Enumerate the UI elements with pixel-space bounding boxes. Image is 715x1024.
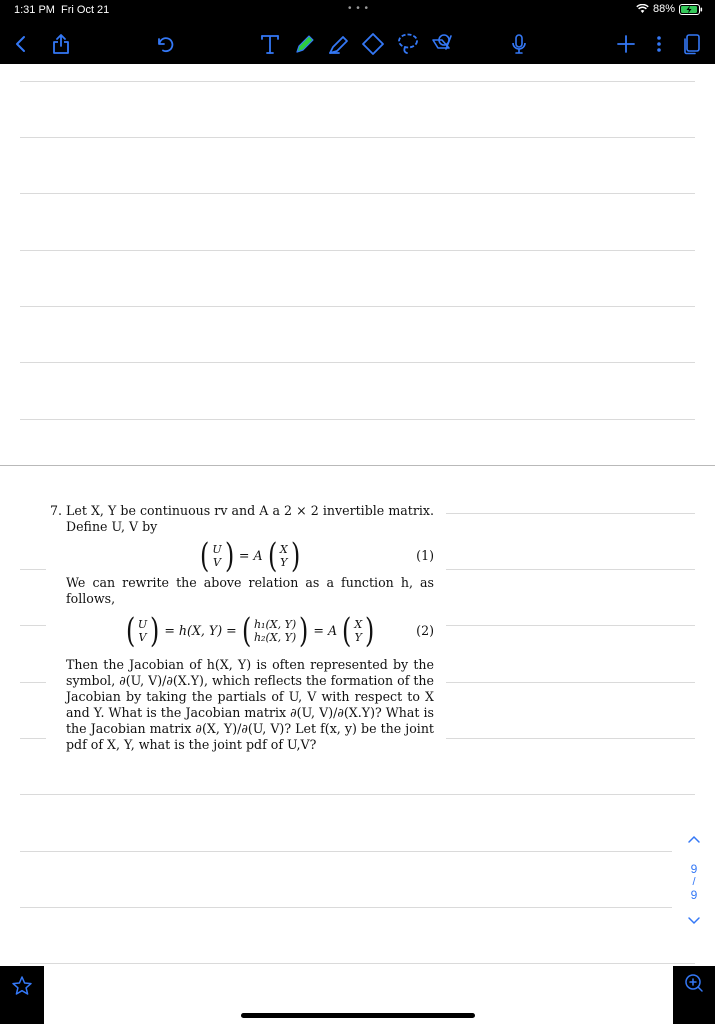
ruled-line <box>20 419 695 420</box>
current-page: 9 <box>690 862 698 876</box>
ruled-line <box>20 193 695 194</box>
battery-percent: 88% <box>652 3 675 15</box>
right-paren-icon: ) <box>299 611 309 651</box>
text-tool-icon <box>259 33 281 55</box>
share-icon <box>52 33 70 55</box>
eq2-tag: (2) <box>416 623 434 638</box>
battery-charging-icon <box>679 4 703 15</box>
eq2-h-top: h₁(X, Y) <box>253 618 297 631</box>
back-icon <box>14 34 28 54</box>
wifi-icon <box>636 4 649 14</box>
star-icon[interactable] <box>11 975 33 997</box>
right-paren-icon: ) <box>150 611 160 651</box>
bookmark-panel <box>0 966 44 1024</box>
add-page-button[interactable] <box>613 31 639 57</box>
ruled-line <box>446 738 695 739</box>
eq1-rhs-bottom: Y <box>280 556 288 569</box>
problem-7 <box>50 503 434 753</box>
ruled-line <box>446 625 695 626</box>
problem-rewrite: We can rewrite the above relation as a function h, as follows, <box>66 575 434 606</box>
shapes-button[interactable] <box>429 31 455 57</box>
total-pages: 9 <box>690 888 698 902</box>
highlighter-icon <box>327 32 351 56</box>
shapes-icon <box>430 32 454 56</box>
zoom-in-icon[interactable] <box>684 973 704 993</box>
status-bar <box>0 0 715 22</box>
eq1-lhs-top: U <box>212 543 222 556</box>
ruled-line <box>446 569 695 570</box>
ruled-line <box>20 851 672 852</box>
right-paren-icon: ) <box>365 611 375 651</box>
left-paren-icon: ( <box>241 611 251 651</box>
ruled-line <box>20 963 695 964</box>
ruled-line <box>20 81 695 82</box>
equation-2 <box>66 607 434 655</box>
ruled-line <box>20 306 695 307</box>
problem-number: 7. <box>50 503 63 518</box>
multitasking-dots-icon[interactable]: • • • <box>348 3 370 14</box>
ruled-line <box>20 137 695 138</box>
ruled-line <box>20 569 46 570</box>
eq1-lhs-bottom: V <box>213 556 221 569</box>
left-paren-icon: ( <box>342 611 352 651</box>
eq1-rhs-top: X <box>279 543 288 556</box>
microphone-icon <box>510 32 528 56</box>
equation-1 <box>66 535 434 577</box>
microphone-button[interactable] <box>506 31 532 57</box>
ruled-line <box>20 362 695 363</box>
left-paren-icon: ( <box>200 536 210 576</box>
lasso-button[interactable] <box>395 31 421 57</box>
problem-intro: Let X, Y be continuous rv and A a 2 × 2 invertible matrix. Define U, V by <box>66 503 434 534</box>
add-icon <box>616 34 636 54</box>
undo-icon <box>155 34 175 54</box>
ruled-line <box>20 907 672 908</box>
eq2-mid1: = h(X, Y) = <box>164 623 237 638</box>
page-up-icon[interactable] <box>687 834 701 844</box>
eq1-tag: (1) <box>416 548 434 563</box>
status-date: Fri Oct 21 <box>61 4 110 16</box>
highlighter-button[interactable] <box>326 31 352 57</box>
ruled-line <box>446 513 695 514</box>
page-divider <box>0 465 715 466</box>
eq2-mid2: = A <box>313 623 338 638</box>
page-down-icon[interactable] <box>687 916 701 926</box>
lasso-icon <box>396 32 420 56</box>
ruled-line <box>20 625 46 626</box>
more-icon <box>655 34 663 54</box>
problem-closing: Then the Jacobian of h(X, Y) is often represented by the symbol, ∂(U, V)/∂(X.Y), which reflects the formation of the Jacobian by taking the partials of U, V with respect to X and Y. What is the Jacobian matrix ∂(U, V)/∂(X.Y)? What is the Jacobian matrix ∂(X, Y)/∂(U, V)? Let f(x, y) be the joint pdf of X, Y, what is the joint pdf of U,V? <box>66 657 434 752</box>
back-button[interactable] <box>8 31 34 57</box>
more-button[interactable] <box>646 31 672 57</box>
status-time: 1:31 PM <box>14 4 55 16</box>
eq2-lhs-bottom: V <box>138 631 147 644</box>
share-button[interactable] <box>48 31 74 57</box>
pen-icon <box>293 32 317 56</box>
undo-button[interactable] <box>152 31 178 57</box>
pages-icon <box>682 33 702 55</box>
ruled-line <box>446 682 695 683</box>
page-navigator <box>683 834 705 926</box>
eq2-rhs-top: X <box>354 618 363 631</box>
text-tool-button[interactable] <box>257 31 283 57</box>
pages-button[interactable] <box>679 31 705 57</box>
left-paren-icon: ( <box>267 536 277 576</box>
ruled-line <box>20 682 46 683</box>
ruled-line <box>20 250 695 251</box>
eq2-h-bottom: h₂(X, Y) <box>253 631 297 644</box>
pen-button[interactable] <box>292 31 318 57</box>
home-indicator[interactable] <box>241 1013 475 1018</box>
eq1-mid: = A <box>238 548 263 563</box>
page-separator: / <box>692 876 696 888</box>
left-paren-icon: ( <box>125 611 135 651</box>
toolbar <box>0 22 715 64</box>
eraser-button[interactable] <box>360 31 386 57</box>
eraser-icon <box>361 32 385 56</box>
ruled-line <box>20 794 695 795</box>
ruled-line <box>20 738 46 739</box>
zoom-panel <box>673 966 715 1024</box>
right-paren-icon: ) <box>290 536 300 576</box>
eq2-rhs-bottom: Y <box>354 631 362 644</box>
right-paren-icon: ) <box>224 536 234 576</box>
eq2-lhs-top: U <box>137 618 148 631</box>
